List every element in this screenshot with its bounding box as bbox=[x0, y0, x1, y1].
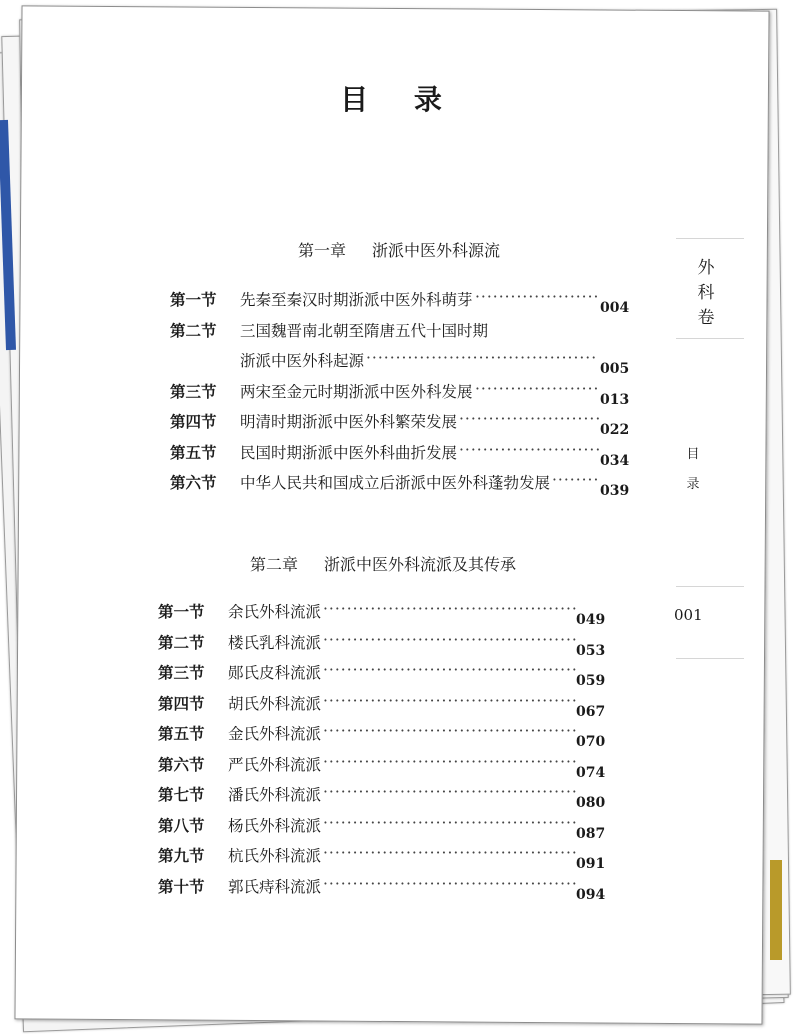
page-ref: 059 bbox=[576, 673, 606, 689]
section-number: 第四节 bbox=[158, 693, 205, 713]
toc-entry[interactable] bbox=[158, 844, 628, 875]
chapter-title: 浙派中医外科流派及其传承 bbox=[324, 555, 517, 574]
page-ref: 049 bbox=[576, 612, 606, 628]
section-number: 第二节 bbox=[170, 320, 217, 340]
volume-char: 外 bbox=[697, 258, 715, 278]
section-title: 胡氏外科流派 bbox=[228, 694, 322, 713]
section-title: 严氏外科流派 bbox=[228, 755, 322, 774]
section-title: 浙派中医外科起源 bbox=[240, 352, 365, 370]
section-title: 中华人民共和国成立后浙派中医外科蓬勃发展 bbox=[240, 474, 551, 492]
section-title: 两宋至金元时期浙派中医外科发展 bbox=[240, 382, 473, 401]
chapter-number: 第一章 bbox=[298, 241, 347, 260]
page-ref: 005 bbox=[600, 361, 630, 377]
section-number: 第七节 bbox=[158, 785, 205, 804]
divider bbox=[676, 586, 744, 587]
dot-leader: ··········································· bbox=[323, 844, 578, 862]
page-ref: 080 bbox=[576, 795, 606, 811]
section-number: 第三节 bbox=[158, 663, 205, 682]
divider bbox=[676, 338, 744, 339]
toc-entry[interactable] bbox=[158, 661, 628, 692]
page-ref: 070 bbox=[576, 734, 606, 750]
section-number: 第一节 bbox=[158, 602, 205, 621]
chapter-title: 浙派中医外科源流 bbox=[372, 241, 501, 260]
dot-leader: ······································· bbox=[366, 349, 598, 367]
section-number: 第十节 bbox=[158, 876, 205, 896]
section-title: 民国时期浙派中医外科曲折发展 bbox=[240, 443, 458, 462]
dot-leader: ··········································· bbox=[323, 752, 578, 771]
section-title: 杭氏外科流派 bbox=[228, 847, 322, 865]
page-ref: 094 bbox=[576, 886, 606, 903]
toc-entry[interactable] bbox=[170, 288, 640, 319]
dot-leader: ··········································· bbox=[323, 783, 578, 801]
volume-char: 卷 bbox=[697, 308, 715, 328]
toc-entry[interactable] bbox=[170, 380, 640, 411]
page-ref: 034 bbox=[600, 452, 630, 469]
section-title: 潘氏外科流派 bbox=[228, 786, 322, 804]
dot-leader: ··········································· bbox=[323, 874, 578, 893]
toc-entry[interactable] bbox=[158, 783, 628, 814]
toc-list bbox=[170, 288, 640, 502]
section-number: 第八节 bbox=[158, 815, 205, 835]
page-ref: 022 bbox=[600, 422, 630, 438]
page-number: 001 bbox=[674, 606, 703, 624]
running-head-char: 目 bbox=[686, 447, 700, 462]
book-cover-edge bbox=[770, 860, 782, 960]
section-number: 第一节 bbox=[170, 290, 217, 309]
chapter-heading bbox=[298, 238, 500, 261]
toc-entry[interactable] bbox=[170, 319, 640, 350]
dot-leader: ····················· bbox=[475, 288, 600, 306]
section-number: 第六节 bbox=[158, 754, 205, 774]
divider bbox=[676, 238, 744, 239]
section-title: 三国魏晋南北朝至隋唐五代十国时期 bbox=[240, 321, 489, 340]
toc-entry[interactable] bbox=[170, 349, 640, 380]
dot-leader: ··········································· bbox=[323, 813, 578, 832]
toc-entry[interactable] bbox=[158, 814, 628, 845]
page-ref: 053 bbox=[576, 642, 606, 659]
toc-entry[interactable] bbox=[170, 441, 640, 472]
toc-entry[interactable] bbox=[158, 753, 628, 784]
dot-leader: ························ bbox=[459, 410, 602, 428]
section-title: 先秦至秦汉时期浙派中医外科萌芽 bbox=[240, 291, 473, 309]
toc-entry[interactable] bbox=[170, 471, 640, 502]
toc-entry[interactable] bbox=[158, 692, 628, 723]
volume-char: 科 bbox=[697, 283, 715, 303]
section-number: 第二节 bbox=[158, 632, 205, 652]
dot-leader: ··········································· bbox=[323, 722, 578, 740]
section-number: 第四节 bbox=[170, 412, 217, 431]
page-ref: 039 bbox=[600, 483, 630, 499]
section-title: 楼氏乳科流派 bbox=[228, 633, 322, 652]
toc-entry[interactable] bbox=[158, 875, 628, 906]
page-ref: 067 bbox=[576, 703, 606, 720]
dot-leader: ········ bbox=[552, 471, 600, 489]
running-head-char: 录 bbox=[686, 477, 700, 492]
dot-leader: ··········································· bbox=[323, 630, 578, 649]
section-title: 明清时期浙派中医外科繁荣发展 bbox=[240, 413, 458, 431]
section-title: 郭氏痔科流派 bbox=[228, 877, 322, 896]
dot-leader: ··········································· bbox=[323, 691, 578, 710]
volume-label bbox=[688, 256, 724, 331]
section-number: 第五节 bbox=[158, 724, 205, 743]
section-number: 第九节 bbox=[158, 846, 205, 865]
toc-list bbox=[158, 600, 628, 905]
dot-leader: ··········································· bbox=[323, 661, 578, 679]
toc-entry[interactable] bbox=[158, 631, 628, 662]
page-ref: 013 bbox=[600, 391, 630, 408]
section-title: 余氏外科流派 bbox=[228, 603, 322, 621]
toc-entry[interactable] bbox=[170, 410, 640, 441]
section-title: 郧氏皮科流派 bbox=[228, 664, 322, 682]
section-title: 杨氏外科流派 bbox=[228, 816, 322, 835]
page-ref: 074 bbox=[576, 764, 606, 781]
chapter-number: 第二章 bbox=[250, 555, 299, 574]
running-head bbox=[678, 440, 708, 500]
chapter-heading bbox=[250, 552, 516, 575]
section-number: 第三节 bbox=[170, 381, 217, 401]
dot-leader: ····················· bbox=[475, 379, 600, 398]
toc-entry[interactable] bbox=[158, 600, 628, 631]
dot-leader: ························ bbox=[459, 440, 602, 459]
page-ref: 004 bbox=[600, 300, 630, 316]
divider bbox=[676, 658, 744, 659]
toc-entry[interactable] bbox=[158, 722, 628, 753]
dot-leader: ··········································· bbox=[323, 600, 578, 618]
section-number: 第六节 bbox=[170, 473, 217, 492]
page-ref: 087 bbox=[576, 825, 606, 842]
page-title: 目 录 bbox=[340, 83, 460, 116]
section-title: 金氏外科流派 bbox=[228, 725, 322, 743]
section-number: 第五节 bbox=[170, 442, 217, 462]
page-ref: 091 bbox=[576, 856, 606, 872]
